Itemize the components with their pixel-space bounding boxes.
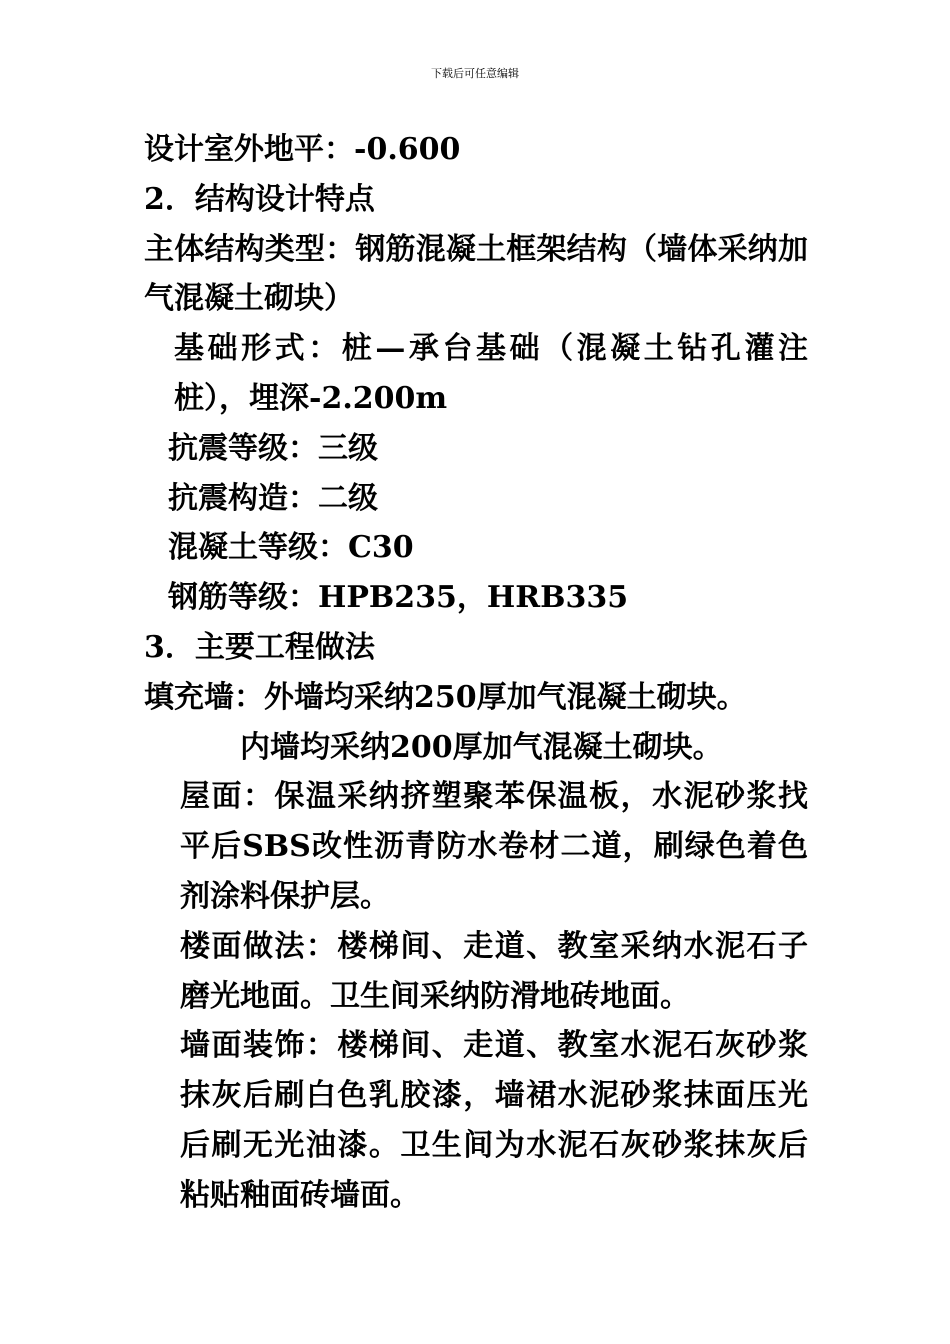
section-heading-structure: 2．结构设计特点 <box>144 181 375 217</box>
structure-type-paragraph: 主体结构类型：钢筋混凝土框架结构（墙体采纳加气混凝土砌块） <box>144 231 808 317</box>
section-heading-methods: 3．主要工程做法 <box>144 629 375 665</box>
document-body <box>144 125 808 1221</box>
seismic-grade-line: 抗震等级：三级 <box>168 430 378 466</box>
outdoor-grade-line: 设计室外地平：-0.600 <box>144 132 461 167</box>
infill-wall-line: 填充墙：外墙均采纳250厚加气混凝土砌块。 <box>144 679 747 715</box>
inner-wall-line: 内墙均采纳200厚加气混凝土砌块。 <box>240 729 723 765</box>
floor-paragraph: 楼面做法：楼梯间、走道、教室采纳水泥石子磨光地面。卫生间采纳防滑地砖地面。 <box>180 928 808 1014</box>
roof-paragraph: 屋面：保温采纳挤塑聚苯保温板，水泥砂浆找平后SBS改性沥青防水卷材二道，刷绿色着色剂涂料保护层。 <box>180 779 808 914</box>
concrete-grade-line: 混凝土等级：C30 <box>168 530 414 566</box>
rebar-grade-line: 钢筋等级：HPB235，HRB335 <box>168 580 629 616</box>
page-header-note: 下载后可任意编辑 <box>431 67 519 80</box>
foundation-paragraph: 基础形式：桩—承台基础（混凝土钻孔灌注桩），埋深-2.200m <box>174 331 808 416</box>
wall-finish-paragraph: 墙面装饰：楼梯间、走道、教室水泥石灰砂浆抹灰后刷白色乳胶漆，墙裙水泥砂浆抹面压光后刷无光油漆。卫生间为水泥石灰砂浆抹灰后粘贴釉面砖墙面。 <box>180 1028 808 1213</box>
seismic-construction-line: 抗震构造：二级 <box>168 480 378 516</box>
